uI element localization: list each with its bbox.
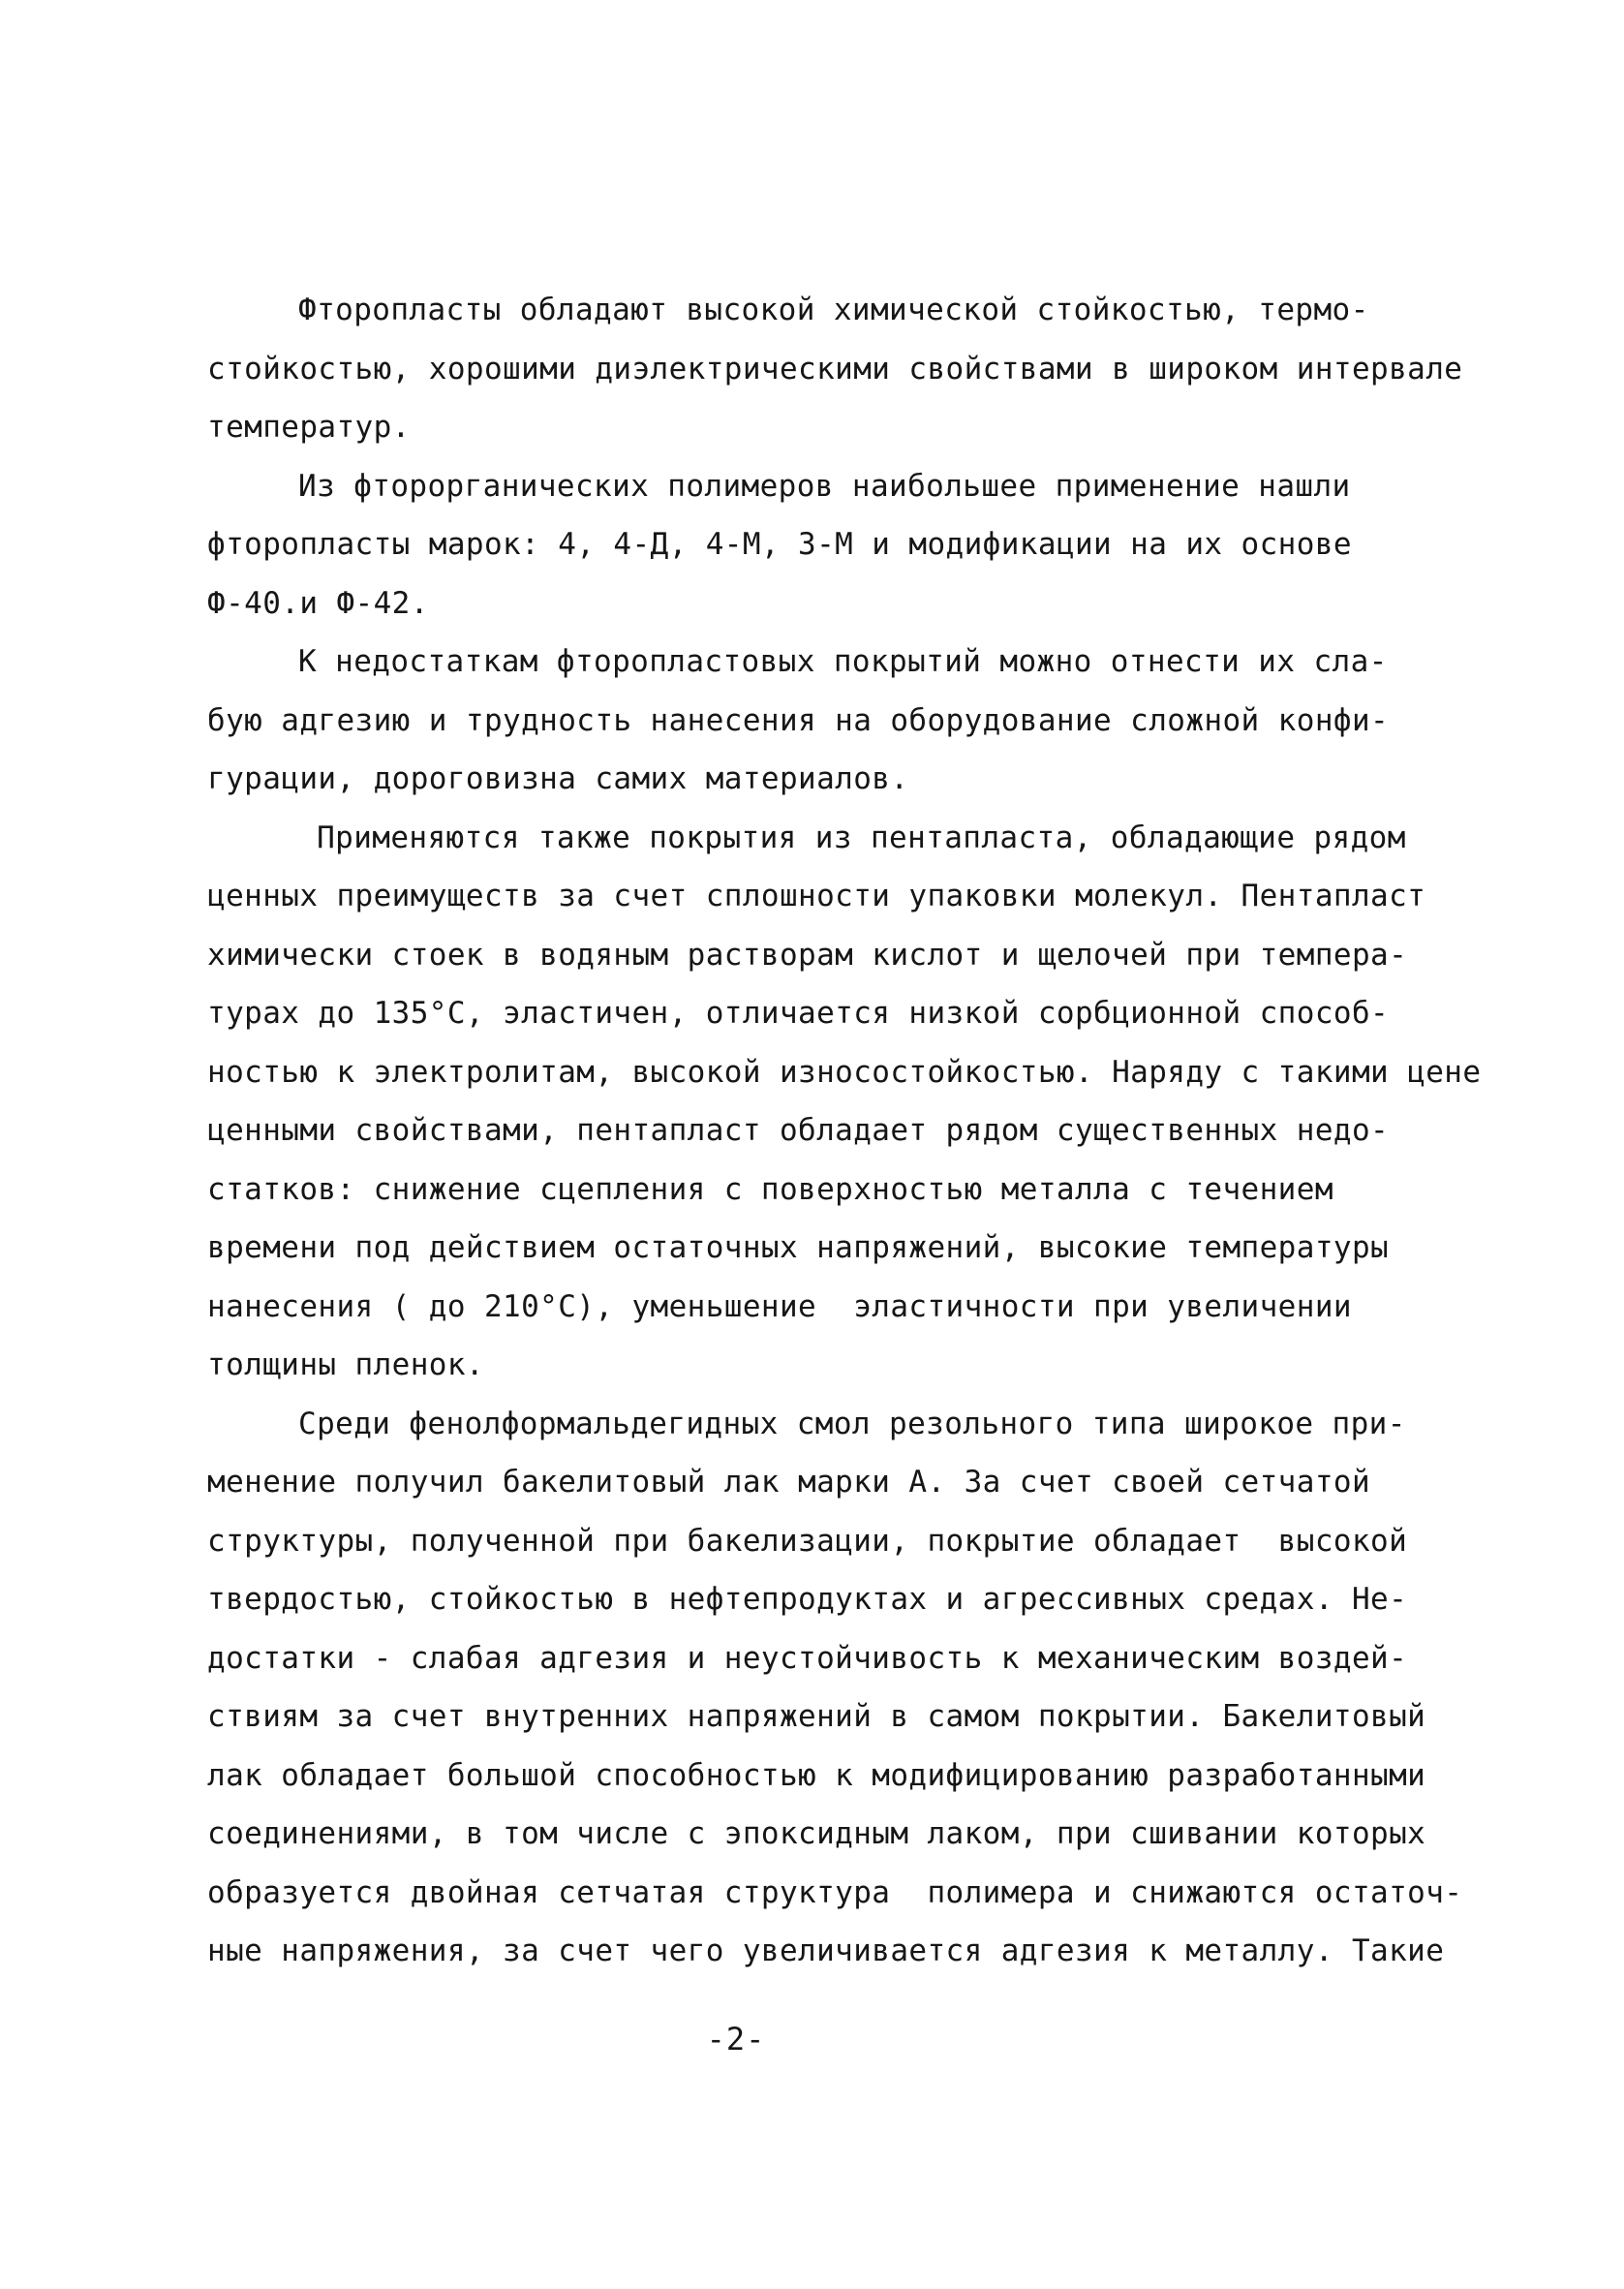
text-line: нанесения ( до 210°С), уменьшение эластичности при увеличении: [207, 1288, 1352, 1324]
text-line: стойкостью, хорошими диэлектрическими свойствами в широком интервале: [207, 351, 1463, 387]
paragraph-fluoroplastics-properties: [207, 281, 1466, 457]
paragraph-fluoroplastic-grades: [207, 457, 1466, 634]
text-line: статков: снижение сцепления с поверхностью металла с течением: [207, 1171, 1333, 1207]
body-text: [207, 281, 1482, 1981]
text-line: Из фторорганических полимеров наибольшее применение нашли: [298, 468, 1351, 504]
text-line: температур.: [207, 410, 411, 445]
text-line: толщины пленок.: [207, 1347, 484, 1382]
paragraph-pentaplast: [207, 809, 1482, 1395]
text-line: Ф-40.и Ф-42.: [207, 585, 429, 621]
paragraph-fluoroplastic-drawbacks: [207, 633, 1466, 809]
text-line: Применяются также покрытия из пентапласта, обладающие рядом: [298, 820, 1406, 855]
text-line: ностью к электролитам, высокой износостойкостью. Наряду с такими цене: [207, 1054, 1482, 1090]
text-line: ствиям за счет внутренних напряжений в самом покрытии. Бакелитовый: [207, 1699, 1426, 1734]
text-line: достатки - слабая адгезия и неустойчивость к механическим воздей-: [207, 1640, 1408, 1676]
text-line: бую адгезию и трудность нанесения на оборудование сложной конфи-: [207, 702, 1390, 738]
text-line: менение получил бакелитовый лак марки А. За счет своей сетчатой: [207, 1465, 1371, 1500]
text-line: образуется двойная сетчатая структура полимера и снижаются остаточ-: [207, 1874, 1463, 1910]
text-line: К недостаткам фторопластовых покрытий можно отнести их сла-: [298, 644, 1388, 679]
text-line: ные напряжения, за счет чего увеличивается адгезия к металлу. Такие: [207, 1933, 1445, 1968]
text-line: Среди фенолформальдегидных смол резольного типа широкое при-: [298, 1406, 1406, 1441]
page-number: -2-: [706, 2021, 766, 2057]
text-line: времени под действием остаточных напряжений, высокие температуры: [207, 1230, 1390, 1265]
text-line: химически стоек в водяным растворам кислот и щелочей при темпера-: [207, 937, 1408, 973]
text-line: гурации, дороговизна самих материалов.: [207, 761, 909, 796]
text-line: твердостью, стойкостью в нефтепродуктах и агрессивных средах. Не-: [207, 1582, 1408, 1617]
text-line: турах до 135°С, эластичен, отличается низкой сорбционной способ-: [207, 996, 1390, 1031]
text-line: соединениями, в том числе с эпоксидным лаком, при сшивании которых: [207, 1816, 1426, 1851]
text-line: Фторопласты обладают высокой химической стойкостью, термо-: [298, 293, 1369, 327]
text-line: структуры, полученной при бакелизации, покрытие обладает высокой: [207, 1523, 1408, 1559]
paragraph-bakelite-lacquer: [207, 1395, 1466, 1981]
text-line: ценных преимуществ за счет сплошности упаковки молекул. Пентапласт: [207, 879, 1426, 913]
text-line: ценными свойствами, пентапласт обладает рядом существенных недо-: [207, 1113, 1390, 1148]
text-line: лак обладает большой способностью к модифицированию разработанными: [207, 1757, 1426, 1793]
text-line: фторопласты марок: 4, 4-Д, 4-М, 3-М и модификации на их основе: [207, 527, 1352, 562]
